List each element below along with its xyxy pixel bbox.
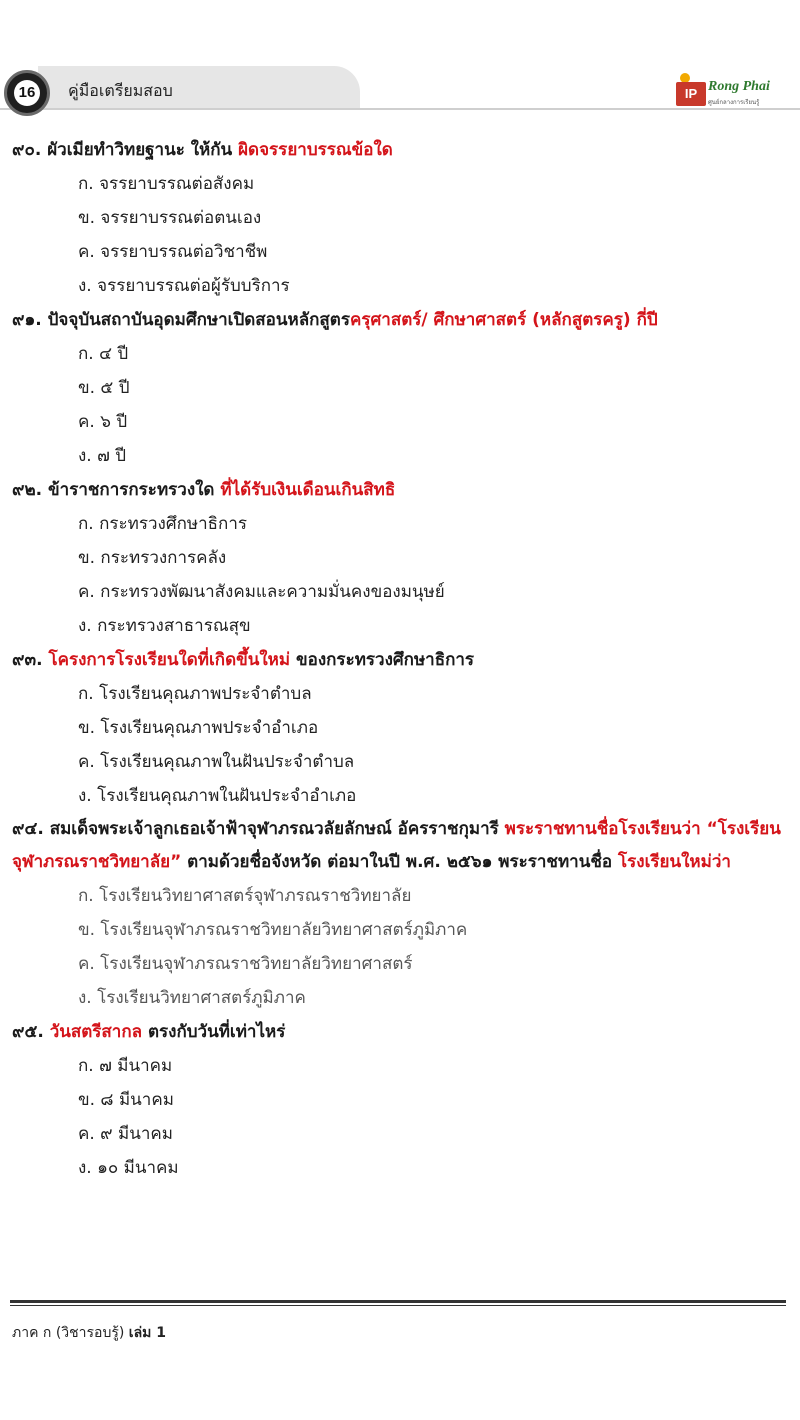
option-c: ค. กระทรวงพัฒนาสังคมและความมั่นคงของมนุษย์ xyxy=(78,582,445,602)
question-95 xyxy=(0,1015,800,1049)
question-highlight: ครุศาสตร์/ ศึกษาศาสตร์ (หลักสูตรครู) xyxy=(349,310,637,330)
option-d: ง. จรรยาบรรณต่อผู้รับบริการ xyxy=(78,276,290,296)
option-c: ค. โรงเรียนคุณภาพในฝันประจำตำบล xyxy=(78,752,355,772)
question-text: ๙๕. xyxy=(12,1022,50,1042)
question-text: ของกระทรวงศึกษาธิการ xyxy=(290,650,475,670)
question-highlight: วันสตรีสากล xyxy=(49,1022,143,1042)
option-b: ข. ๕ ปี xyxy=(78,378,130,398)
option-b: ข. กระทรวงการคลัง xyxy=(78,548,227,568)
question-text: ๙๑. ปัจจุบันสถาบันอุดมศึกษาเปิดสอนหลักสูตร xyxy=(12,310,350,330)
option-a: ก. จรรยาบรรณต่อสังคม xyxy=(78,174,255,194)
option-d: ง. ๗ ปี xyxy=(78,446,127,466)
option-b: ข. จรรยาบรรณต่อตนเอง xyxy=(78,208,262,228)
question-text: ๙๒. ข้าราชการกระทรวงใด xyxy=(12,480,221,500)
question-highlight: โรงเรียนใหม่ว่า xyxy=(618,852,731,872)
option-a: ก. ๔ ปี xyxy=(78,344,129,364)
question-93 xyxy=(0,643,800,677)
option-c: ค. โรงเรียนจุฬาภรณราชวิทยาลัยวิทยาศาสตร์ xyxy=(78,954,413,974)
question-list xyxy=(0,133,800,1185)
logo-tagline: ศูนย์กลางการเรียนรู้ xyxy=(708,99,760,106)
question-highlight: พระราชทานชื่อโรงเรียนว่า “โรงเรียนจุฬาภรณราชวิทยาลัย” xyxy=(12,819,781,872)
option-a: ก. โรงเรียนวิทยาศาสตร์จุฬาภรณราชวิทยาลัย xyxy=(78,886,412,906)
option-b: ข. ๘ มีนาคม xyxy=(78,1090,174,1110)
question-text: ๙๐. ผัวเมียทำวิทยฐานะ ให้กัน xyxy=(12,140,239,160)
footer-rule xyxy=(10,1300,786,1303)
question-highlight: โครงการโรงเรียนใดที่เกิดขึ้นใหม่ xyxy=(48,650,291,670)
question-text: ๙๔. สมเด็จพระเจ้าลูกเธอเจ้าฟ้าจุฬาภรณวลัยลักษณ์ อัครราชกุมารี xyxy=(12,819,505,839)
option-a: ก. โรงเรียนคุณภาพประจำตำบล xyxy=(78,684,312,704)
header-title: คู่มือเตรียมสอบ xyxy=(68,81,173,100)
option-c: ค. จรรยาบรรณต่อวิชาชีพ xyxy=(78,242,268,262)
option-d: ง. โรงเรียนวิทยาศาสตร์ภูมิภาค xyxy=(78,988,306,1008)
logo-name: Rong Phai xyxy=(708,79,770,94)
option-b: ข. โรงเรียนคุณภาพประจำอำเภอ xyxy=(78,718,319,738)
question-91 xyxy=(0,303,800,337)
header-divider xyxy=(0,108,800,110)
publisher-logo xyxy=(676,78,786,108)
option-a: ก. กระทรวงศึกษาธิการ xyxy=(78,514,248,534)
footer-section: ภาค ก (วิชารอบรู้) xyxy=(12,1325,125,1341)
page-footer xyxy=(12,1322,166,1344)
question-highlight: ที่ได้รับเงินเดือนเกินสิทธิ xyxy=(220,480,396,500)
logo-mark: IP xyxy=(676,82,706,106)
question-text: ตามด้วยชื่อจังหวัด ต่อมาในปี พ.ศ. ๒๕๖๑ พระราชทานชื่อ xyxy=(181,852,619,872)
question-90 xyxy=(0,133,800,167)
option-d: ง. โรงเรียนคุณภาพในฝันประจำอำเภอ xyxy=(78,786,357,806)
question-92 xyxy=(0,473,800,507)
page-number-badge xyxy=(4,70,50,116)
option-b: ข. โรงเรียนจุฬาภรณราชวิทยาลัยวิทยาศาสตร์ภูมิภาค xyxy=(78,920,468,940)
footer-rule-thin xyxy=(10,1305,786,1306)
page-header xyxy=(0,52,800,132)
question-highlight: ผิดจรรยาบรรณข้อใด xyxy=(238,140,393,160)
option-a: ก. ๗ มีนาคม xyxy=(78,1056,173,1076)
option-c: ค. ๖ ปี xyxy=(78,412,128,432)
option-d: ง. กระทรวงสาธารณสุข xyxy=(78,616,251,636)
option-c: ค. ๙ มีนาคม xyxy=(78,1124,173,1144)
question-text: ตรงกับวันที่เท่าไหร่ xyxy=(142,1022,286,1042)
question-text: ๙๓. xyxy=(12,650,49,670)
page-number: 16 xyxy=(14,80,40,106)
question-highlight: กี่ปี xyxy=(636,310,658,330)
option-d: ง. ๑๐ มีนาคม xyxy=(78,1158,179,1178)
footer-volume: เล่ม 1 xyxy=(128,1325,166,1341)
question-94 xyxy=(0,813,800,879)
